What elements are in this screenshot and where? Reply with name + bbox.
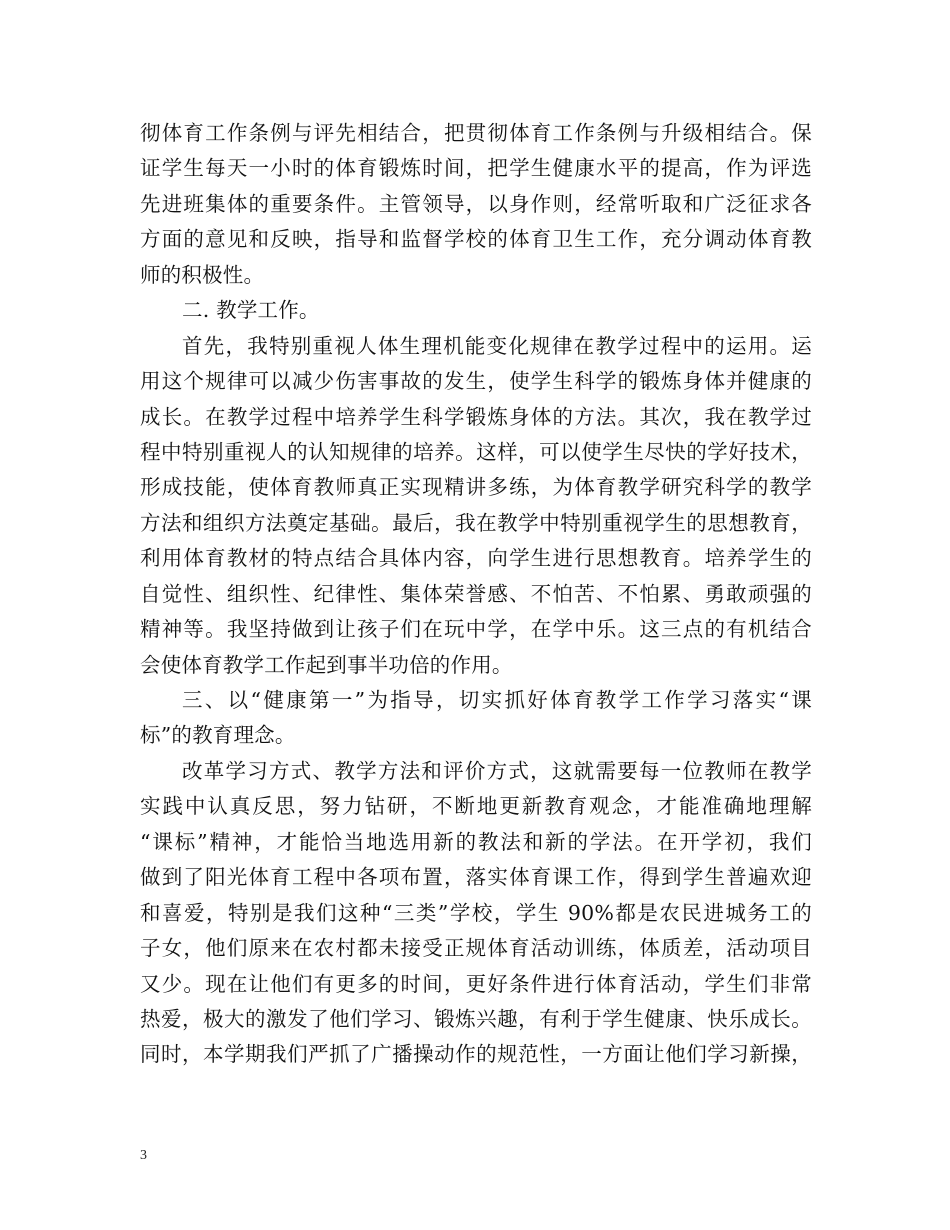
text-line: 又少。现在让他们有更多的时间，更好条件进行体育活动，学生们非常 bbox=[140, 971, 812, 996]
text-line: 先进班集体的重要条件。主管领导，以身作则，经常听取和广泛征求各 bbox=[140, 191, 812, 216]
text-line: 会使体育教学工作起到事半功倍的作用。 bbox=[140, 652, 513, 677]
text-line: 实践中认真反思，努力钻研，不断地更新教育观念，才能准确地理解 bbox=[140, 794, 812, 819]
text-line: 用这个规律可以减少伤害事故的发生，使学生科学的锻炼身体并健康的 bbox=[140, 369, 812, 394]
text-line: 二. 教学工作。 bbox=[182, 298, 320, 323]
text-line: 和喜爱，特别是我们这种“三类”学校，学生 90%都是农民进城务工的 bbox=[140, 900, 812, 925]
text-line: 精神等。我坚持做到让孩子们在玩中学，在学中乐。这三点的有机结合 bbox=[140, 617, 812, 642]
text-line: 方法和组织方法奠定基础。最后，我在教学中特别重视学生的思想教育， bbox=[140, 510, 812, 535]
text-line: 做到了阳光体育工程中各项布置，落实体育课工作，得到学生普遍欢迎 bbox=[140, 865, 812, 890]
text-line: 彻体育工作条例与评先相结合，把贯彻体育工作条例与升级相结合。保 bbox=[140, 121, 812, 145]
text-line: 利用体育教材的特点结合具体内容，向学生进行思想教育。培养学生的 bbox=[140, 546, 812, 571]
text-line: 成长。在教学过程中培养学生科学锻炼身体的方法。其次，我在教学过 bbox=[140, 404, 812, 429]
text-line: 子女，他们原来在农村都未接受正规体育活动训练，体质差，活动项目 bbox=[140, 936, 812, 961]
text-line: 三、以“健康第一”为指导，切实抓好体育教学工作学习落实“课 bbox=[182, 688, 812, 712]
text-line: 程中特别重视人的认知规律的培养。这样，可以使学生尽快的学好技术， bbox=[140, 439, 812, 464]
text-line: 方面的意见和反映，指导和监督学校的体育卫生工作，充分调动体育教 bbox=[140, 227, 812, 252]
text-line: 标”的教育理念。 bbox=[140, 723, 296, 748]
text-line: 师的积极性。 bbox=[140, 262, 265, 287]
text-line: 形成技能，使体育教师真正实现精讲多练，为体育教学研究科学的教学 bbox=[140, 475, 812, 500]
body-text bbox=[140, 116, 812, 1073]
text-line: 热爱，极大的激发了他们学习、锻炼兴趣，有利于学生健康、快乐成长。 bbox=[140, 1006, 812, 1031]
page-number: 3 bbox=[140, 1148, 147, 1163]
text-line: 证学生每天一小时的体育锻炼时间，把学生健康水平的提高，作为评选 bbox=[140, 156, 812, 181]
text-line: “课标”精神，才能恰当地选用新的教法和新的学法。在开学初，我们 bbox=[140, 829, 812, 854]
text-line: 首先，我特别重视人体生理机能变化规律在教学过程中的运用。运 bbox=[182, 333, 812, 358]
text-line: 改革学习方式、教学方法和评价方式，这就需要每一位教师在教学 bbox=[182, 758, 812, 783]
text-line: 自觉性、组织性、纪律性、集体荣誉感、不怕苦、不怕累、勇敢顽强的 bbox=[140, 581, 812, 606]
text-line: 同时，本学期我们严抓了广播操动作的规范性，一方面让他们学习新操， bbox=[140, 1042, 812, 1067]
